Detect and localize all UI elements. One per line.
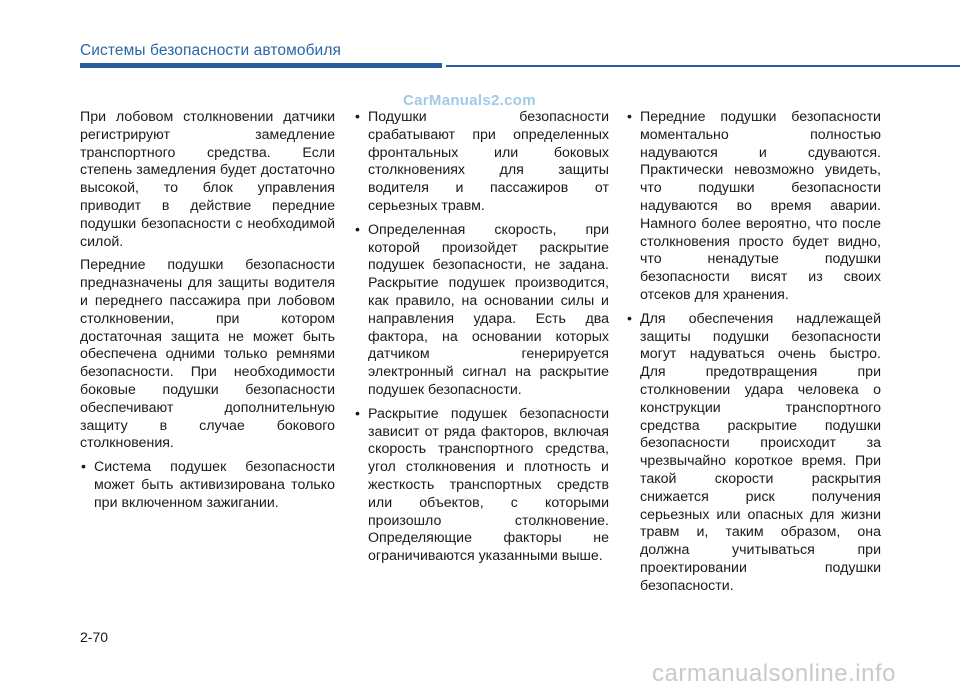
bullet-item: • Раскрытие подушек безопасности зависит от ряда факторов, включая скорость транспортного средства, угол столкновения и плотность и жесткость транспортных средств или объектов, с которыми произошло столкновение. Определяющие факторы не ограничиваются указанными выше. (354, 406, 609, 566)
header-rule-thin (446, 65, 960, 67)
text-column-2 (354, 109, 609, 572)
paragraph: При лобовом столкновении датчики регистрируют замедление транспортного средства. Если степень замедления будет достаточно высокой, то блок управления приводит в действие передние подушки безопасности с необходимой силой. (80, 109, 335, 250)
watermark-top: CarManuals2.com (403, 92, 536, 109)
bullet-list (354, 109, 609, 566)
section-title: Системы безопасности автомобиля (80, 42, 341, 59)
bullet-item: • Определенная скорость, при которой произойдет раскрытие подушек безопасности, не задана. Раскрытие подушек производится, как правило, на основании силы и направления удара. Есть два фактора, на основании которых датчиком генерируется электронный сигнал на раскрытие подушек безопасности. (354, 222, 609, 400)
bullet-list (80, 459, 335, 512)
bullet-item: • Подушки безопасности срабатывают при определенных фронтальных или боковых столкновениях для защиты водителя и пассажиров от серьезных травм. (354, 109, 609, 216)
bullet-list (626, 109, 881, 596)
text-column-1 (80, 109, 335, 519)
header-rule-thick (80, 63, 442, 68)
watermark-bottom: carmanualsonline.info (652, 660, 896, 687)
bullet-item: • Система подушек безопасности может быть активизирована только при включенном зажигании. (80, 459, 335, 512)
bullet-item: • Для обеспечения надлежащей защиты подушки безопасности могут надуваться очень быстро. Для предотвращения при столкновении удара человека о конструкции транспортного средства раскрытие подушки безопасности происходит за чрезвычайно короткое время. При такой скорости раскрытия снижается риск получения серьезных или опасных для жизни травм и, таким образом, она должна учитываться при проектировании подушки безопасности. (626, 311, 881, 596)
bullet-item: • Передние подушки безопасности моментально полностью надуваются и сдуваются. Практически невозможно увидеть, что подушки безопасности надуваются во время аварии. Намного более вероятно, что после столкновения просто будет видно, что ненадутые подушки безопасности висят из своих отсеков для хранения. (626, 109, 881, 305)
paragraph: Передние подушки безопасности предназначены для защиты водителя и переднего пассажира при лобовом столкновении, при котором достаточная защита не может быть обеспечена одними только ремнями безопасности. При необходимости боковые подушки безопасности обеспечивают дополнительную защиту в случае бокового столкновения. (80, 257, 335, 452)
page-number: 2-70 (80, 629, 109, 645)
text-column-3 (626, 109, 881, 602)
